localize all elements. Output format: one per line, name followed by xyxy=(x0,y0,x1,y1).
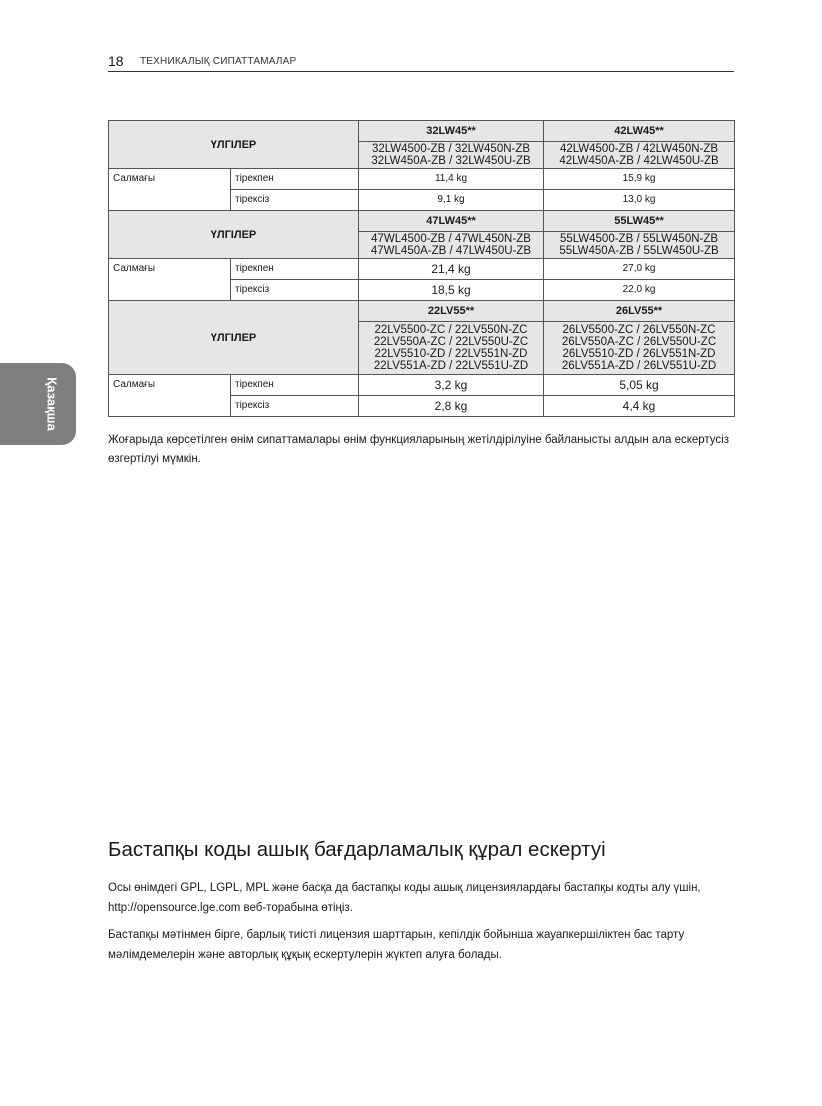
model-line: 55LW4500-ZB / 55LW450N-ZB xyxy=(559,233,719,245)
oss-paragraph-1: Осы өнімдегі GPL, LGPL, MPL және басқа да бастапқы коды ашық лицензиялардағы бастапқы кодты алу үшін, http://opensource.lge.com веб-торабына өтіңіз. xyxy=(108,882,701,914)
model-list xyxy=(359,322,544,375)
language-tab-label: Қазақша xyxy=(44,377,60,431)
weight-value: 11,4 kg xyxy=(359,169,544,190)
model-line: 22LV550A-ZC / 22LV550U-ZC xyxy=(373,336,529,348)
model-line: 47WL450A-ZB / 47LW450U-ZB xyxy=(370,245,532,257)
model-list xyxy=(359,142,544,169)
models-label: ҮЛГІЛЕР xyxy=(109,211,359,259)
weight-value: 3,2 kg xyxy=(359,375,544,396)
with-stand-label: тірекпен xyxy=(231,375,359,396)
weight-label: Салмағы xyxy=(109,259,231,301)
weight-label: Салмағы xyxy=(109,169,231,211)
weight-value: 21,4 kg xyxy=(359,259,544,280)
oss-paragraph-2: Бастапқы мәтінмен бірге, барлық тиісті лицензия шарттарын, кепілдік бойынша жауапкершіліктен бас тарту мәлімдемелерін және авторлық құқық ескертулерін жүктеп алуға болады. xyxy=(108,929,685,961)
without-stand-label: тірексіз xyxy=(231,190,359,211)
model-list xyxy=(359,232,544,259)
model-line: 22LV551A-ZD / 22LV551U-ZD xyxy=(373,360,529,372)
weight-value: 2,8 kg xyxy=(359,396,544,417)
series-name: 22LV55** xyxy=(359,301,544,322)
weight-value: 22,0 kg xyxy=(544,280,735,301)
weight-value: 27,0 kg xyxy=(544,259,735,280)
series-name: 47LW45** xyxy=(359,211,544,232)
model-line: 26LV551A-ZD / 26LV551U-ZD xyxy=(561,360,717,372)
language-side-tab xyxy=(0,363,76,445)
weight-value: 4,4 kg xyxy=(544,396,735,417)
specifications-table xyxy=(108,120,735,417)
model-line: 42LW4500-ZB / 42LW450N-ZB xyxy=(559,143,719,155)
with-stand-label: тірекпен xyxy=(231,169,359,190)
model-line: 55LW450A-ZB / 55LW450U-ZB xyxy=(559,245,719,257)
models-label: ҮЛГІЛЕР xyxy=(109,301,359,375)
model-line: 32LW4500-ZB / 32LW450N-ZB xyxy=(371,143,531,155)
without-stand-label: тірексіз xyxy=(231,396,359,417)
models-label: ҮЛГІЛЕР xyxy=(109,121,359,169)
model-line: 32LW450A-ZB / 32LW450U-ZB xyxy=(371,155,531,167)
weight-value: 18,5 kg xyxy=(359,280,544,301)
page-header xyxy=(108,53,734,72)
model-line: 26LV5500-ZC / 26LV550N-ZC xyxy=(562,324,716,336)
spec-change-note: Жоғарыда көрсетілген өнім сипаттамалары өнім функцияларының жетілдірілуіне байланысты алдын ала ескертусіз өзгертілуі мүмкін. xyxy=(108,434,730,465)
series-name: 26LV55** xyxy=(544,301,735,322)
weight-value: 13,0 kg xyxy=(544,190,735,211)
model-list xyxy=(544,322,735,375)
weight-value: 15,9 kg xyxy=(544,169,735,190)
oss-notice-title: Бастапқы коды ашық бағдарламалық құрал ескертуі xyxy=(108,838,606,861)
model-line: 47WL4500-ZB / 47WL450N-ZB xyxy=(371,233,531,245)
section-title: ТЕХНИКАЛЫҚ СИПАТТАМАЛАР xyxy=(140,56,297,67)
model-line: 26LV550A-ZC / 26LV550U-ZC xyxy=(561,336,717,348)
weight-label: Салмағы xyxy=(109,375,231,417)
model-line: 26LV5510-ZD / 26LV551N-ZD xyxy=(562,348,716,360)
weight-value: 5,05 kg xyxy=(544,375,735,396)
model-list xyxy=(544,142,735,169)
model-line: 42LW450A-ZB / 42LW450U-ZB xyxy=(559,155,719,167)
model-list xyxy=(544,232,735,259)
series-name: 42LW45** xyxy=(544,121,735,142)
without-stand-label: тірексіз xyxy=(231,280,359,301)
page-number: 18 xyxy=(108,53,124,69)
weight-value: 9,1 kg xyxy=(359,190,544,211)
model-line: 22LV5510-ZD / 22LV551N-ZD xyxy=(374,348,528,360)
series-name: 32LW45** xyxy=(359,121,544,142)
with-stand-label: тірекпен xyxy=(231,259,359,280)
series-name: 55LW45** xyxy=(544,211,735,232)
model-line: 22LV5500-ZC / 22LV550N-ZC xyxy=(374,324,528,336)
